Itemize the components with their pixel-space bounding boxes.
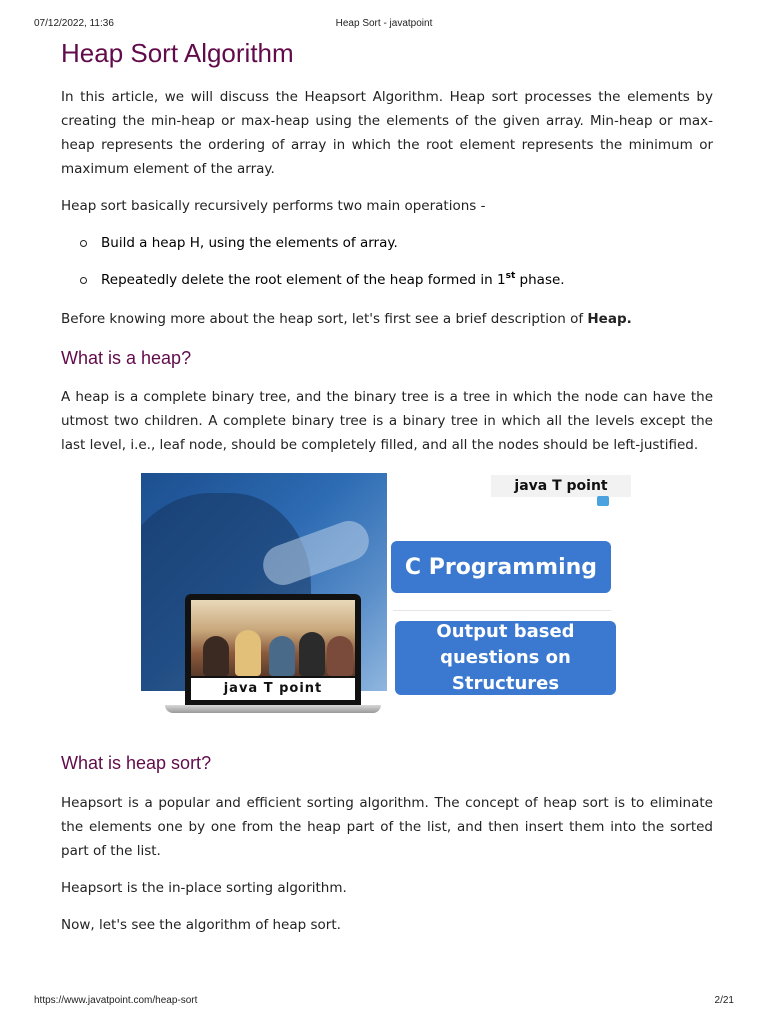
divider: [393, 610, 611, 611]
output-questions-button[interactable]: [395, 621, 616, 695]
intro-paragraph: In this article, we will discuss the Heapsort Algorithm. Heap sort processes the elements by creating the min-heap or max-heap using the elements of the given array. Min-heap or max-heap represents the ordering of array in which the root element represents the minimum or maximum element of the array.: [61, 89, 713, 177]
before-text: Before knowing more about the heap sort, let's first see a brief description of: [61, 311, 588, 327]
brand-logo: java T point: [491, 475, 631, 497]
list-item: [61, 231, 713, 255]
page-title: Heap Sort Algorithm: [61, 38, 294, 68]
person-shape: [327, 636, 353, 676]
operations-list: [61, 231, 713, 292]
heap-sort-heading: What is heap sort?: [61, 753, 212, 773]
button-line: Output based: [436, 621, 575, 642]
print-datetime: 07/12/2022, 11:36: [34, 18, 114, 29]
article-content: [61, 38, 713, 457]
c-programming-button[interactable]: C Programming: [391, 541, 611, 593]
students-photo: [191, 600, 355, 676]
list-item-text: Repeatedly delete the root element of the heap formed in 1: [101, 272, 506, 288]
inplace-paragraph: Heapsort is the in-place sorting algorithm.: [61, 880, 347, 896]
heap-heading: What is a heap?: [61, 348, 192, 368]
button-line: questions on: [440, 647, 571, 668]
superscript: st: [505, 271, 516, 281]
list-item-text: Build a heap H, using the elements of array.: [101, 235, 398, 251]
button-line: Structures: [451, 673, 560, 694]
heap-description: A heap is a complete binary tree, and the binary tree is a tree in which the node can have the utmost two children. A complete binary tree is a binary tree in which all the levels except the last level, i.e., leaf node, should be completely filled, and all the nodes should be left-justified.: [61, 389, 713, 453]
next-paragraph: Now, let's see the algorithm of heap sort.: [61, 917, 341, 933]
article-content-lower: [61, 753, 713, 937]
laptop-base: [165, 705, 381, 713]
print-doc-title: Heap Sort - javatpoint: [335, 18, 433, 29]
person-shape: [269, 636, 295, 676]
ops-intro-paragraph: Heap sort basically recursively performs two main operations -: [61, 198, 486, 214]
laptop-icon: [185, 594, 361, 706]
list-item-text-end: phase.: [515, 272, 565, 288]
list-item: [61, 268, 713, 292]
before-bold: Heap.: [587, 311, 632, 327]
person-shape: [299, 632, 325, 676]
bullet-circle-icon: [80, 277, 87, 284]
person-shape: [235, 630, 261, 676]
advertisement-banner[interactable]: [141, 473, 639, 717]
heap-sort-description: Heapsort is a popular and efficient sorting algorithm. The concept of heap sort is to eliminate the elements one by one from the heap part of the list, and then insert them into the sorted part of the list.: [61, 795, 713, 859]
bullet-circle-icon: [80, 240, 87, 247]
laptop-brand-logo: java T point: [191, 678, 355, 700]
print-url: https://www.javatpoint.com/heap-sort: [34, 995, 198, 1006]
person-shape: [203, 636, 229, 676]
print-page-number: 2/21: [714, 995, 734, 1006]
ad-info-icon[interactable]: [597, 496, 609, 506]
before-paragraph: [61, 307, 713, 331]
button-text: [436, 619, 574, 697]
